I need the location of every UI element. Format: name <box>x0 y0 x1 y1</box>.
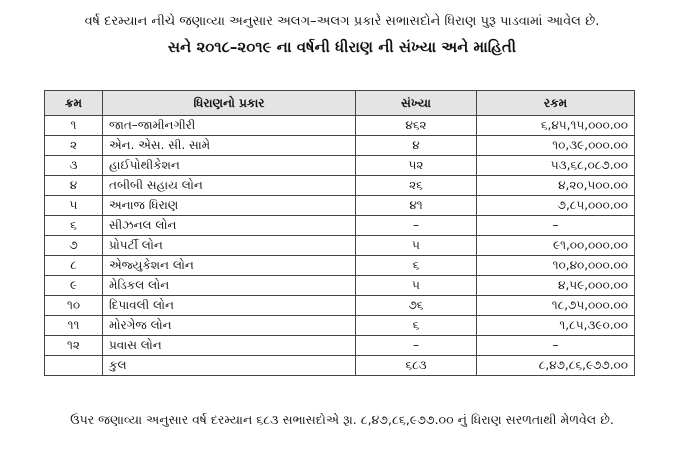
row-number: ૮ <box>45 256 103 276</box>
row-number: ૫ <box>45 196 103 216</box>
row-count: ૬ <box>356 256 477 276</box>
row-amount: ૧૦,૩૯,૦૦૦.૦૦ <box>477 136 635 156</box>
row-loan-type: પ્રવાસ લોન <box>103 336 356 356</box>
row-number: ૪ <box>45 176 103 196</box>
row-amount: ૧૮,૭૫,૦૦૦.૦૦ <box>477 296 635 316</box>
table-row <box>45 116 635 136</box>
row-amount: ૪,૫૯,૦૦૦.૦૦ <box>477 276 635 296</box>
intro-text: વર્ષ દરમ્યાન નીચે જણાવ્યા અનુસાર અલગ–અલગ પ્રકારે સભાસદોને ધિરાણ પુરૂ પાડવામાં આવેલ છે. <box>84 14 600 29</box>
column-header-number: ક્રમ <box>45 91 103 116</box>
total-label: કુલ <box>103 356 356 376</box>
row-amount: – <box>477 216 635 236</box>
row-number: ૭ <box>45 236 103 256</box>
row-amount: – <box>477 336 635 356</box>
row-count: ૭૬ <box>356 296 477 316</box>
total-amount: ૮,૪૭,૮૬,૯૭૭.૦૦ <box>477 356 635 376</box>
table-row <box>45 256 635 276</box>
row-loan-type: અનાજ ધિરાણ <box>103 196 356 216</box>
row-number: ૧૦ <box>45 296 103 316</box>
row-number: ૨ <box>45 136 103 156</box>
row-amount: ૫૩,૬૮,૦૮૭.૦૦ <box>477 156 635 176</box>
page-title: સને ૨૦૧૮–૨૦૧૯ ના વર્ષની ધીરાણ ની સંખ્યા અને માહિતી <box>167 38 517 56</box>
row-count: ૨૬ <box>356 176 477 196</box>
table-row <box>45 176 635 196</box>
row-loan-type: મોરગેજ લોન <box>103 316 356 336</box>
row-count: ૫૨ <box>356 156 477 176</box>
row-number: ૧૨ <box>45 336 103 356</box>
table-row <box>45 196 635 216</box>
row-loan-type: એન. એસ. સી. સામે <box>103 136 356 156</box>
row-count: ૫ <box>356 276 477 296</box>
row-loan-type: દિપાવલી લોન <box>103 296 356 316</box>
row-count: ૫ <box>356 236 477 256</box>
column-header-amount: રકમ <box>477 91 635 116</box>
row-amount: ૬,૪૫,૧૫,૦૦૦.૦૦ <box>477 116 635 136</box>
row-loan-type: મેડિકલ લોન <box>103 276 356 296</box>
total-count: ૬૮૩ <box>356 356 477 376</box>
total-number-cell <box>45 356 103 376</box>
column-header-count: સંખ્યા <box>356 91 477 116</box>
loan-table <box>44 90 635 376</box>
table-row <box>45 136 635 156</box>
table-row <box>45 236 635 256</box>
row-loan-type: હાઈપોથીકેશન <box>103 156 356 176</box>
row-count: ૬ <box>356 316 477 336</box>
row-loan-type: સીઝનલ લોન <box>103 216 356 236</box>
table-row <box>45 336 635 356</box>
row-count: ૪ <box>356 136 477 156</box>
table-row <box>45 316 635 336</box>
row-loan-type: જાત–જામીનગીરી <box>103 116 356 136</box>
table-row <box>45 156 635 176</box>
table-row <box>45 216 635 236</box>
row-amount: ૪,૨૦,૫૦૦.૦૦ <box>477 176 635 196</box>
row-loan-type: એજ્યુકેશન લોન <box>103 256 356 276</box>
column-header-loan-type: ધિરાણનો પ્રકાર <box>103 91 356 116</box>
row-count: – <box>356 216 477 236</box>
row-amount: ૭,૮૫,૦૦૦.૦૦ <box>477 196 635 216</box>
row-count: ૪૬૨ <box>356 116 477 136</box>
row-count: – <box>356 336 477 356</box>
row-count: ૪૧ <box>356 196 477 216</box>
row-number: ૩ <box>45 156 103 176</box>
row-loan-type: પ્રોપર્ટી લોન <box>103 236 356 256</box>
table-header-row <box>45 91 635 116</box>
row-number: ૬ <box>45 216 103 236</box>
row-number: ૧ <box>45 116 103 136</box>
total-row <box>45 356 635 376</box>
row-number: ૯ <box>45 276 103 296</box>
row-amount: ૧,૮૫,૩૯૦.૦૦ <box>477 316 635 336</box>
table-row <box>45 296 635 316</box>
row-amount: ૯૧,૦૦,૦૦૦.૦૦ <box>477 236 635 256</box>
row-amount: ૧૦,૪૦,૦૦૦.૦૦ <box>477 256 635 276</box>
footer-summary: ઉપર જણાવ્યા અનુસાર વર્ષ દરમ્યાન ૬૮૩ સભાસદોએ રૂા. ૮,૪૭,૮૬,૯૭૭.૦૦ નું ધિરાણ સરળતાથી મેળવેલ છે. <box>70 412 614 427</box>
table-row <box>45 276 635 296</box>
row-number: ૧૧ <box>45 316 103 336</box>
row-loan-type: તબીબી સહાય લોન <box>103 176 356 196</box>
